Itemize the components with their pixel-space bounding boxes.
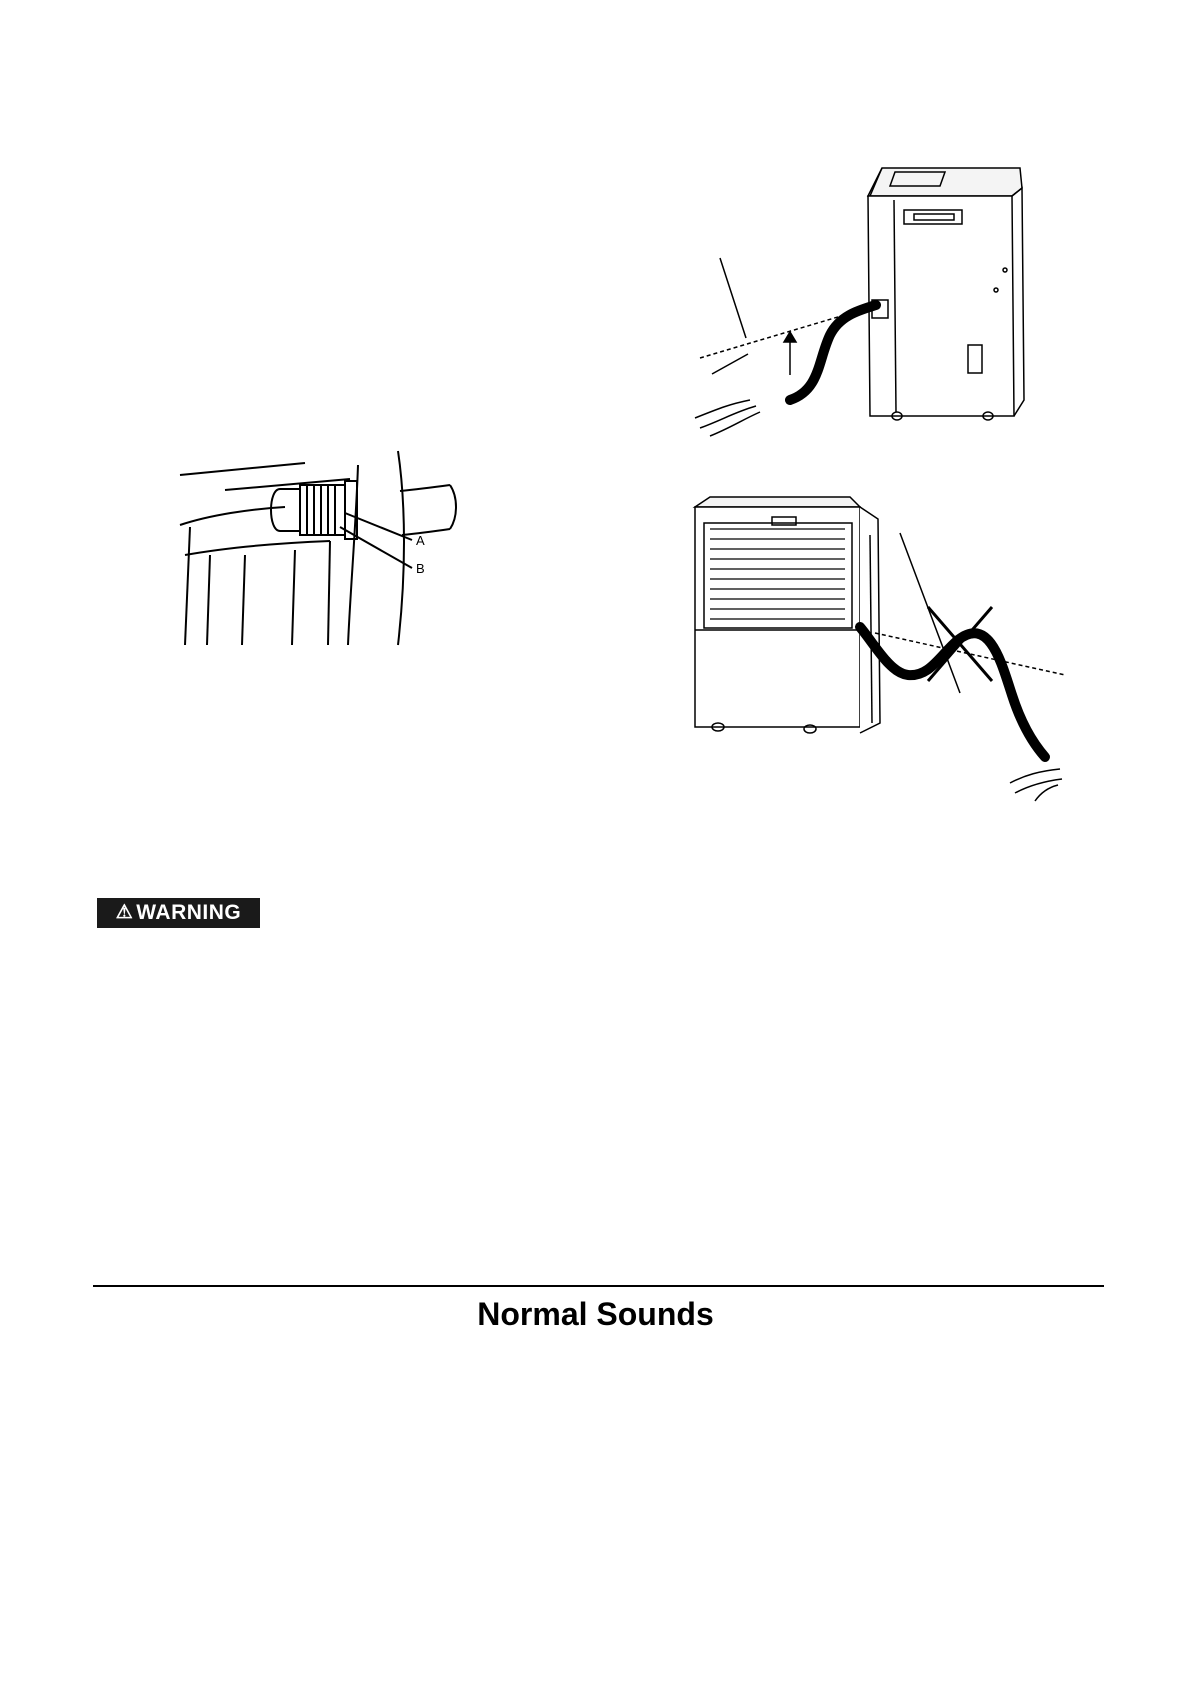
hose-connection-figure (170, 445, 470, 645)
incorrect-drain-figure (690, 495, 1110, 815)
warning-label: WARNING (136, 901, 242, 924)
section-title: Normal Sounds (477, 1296, 714, 1332)
warning-triangle-icon: ⚠ (115, 902, 134, 923)
section-divider (93, 1285, 1104, 1287)
label-a: A (416, 533, 425, 548)
correct-drain-figure (690, 160, 1030, 440)
warning-badge (97, 898, 260, 928)
label-b: B (416, 561, 425, 576)
